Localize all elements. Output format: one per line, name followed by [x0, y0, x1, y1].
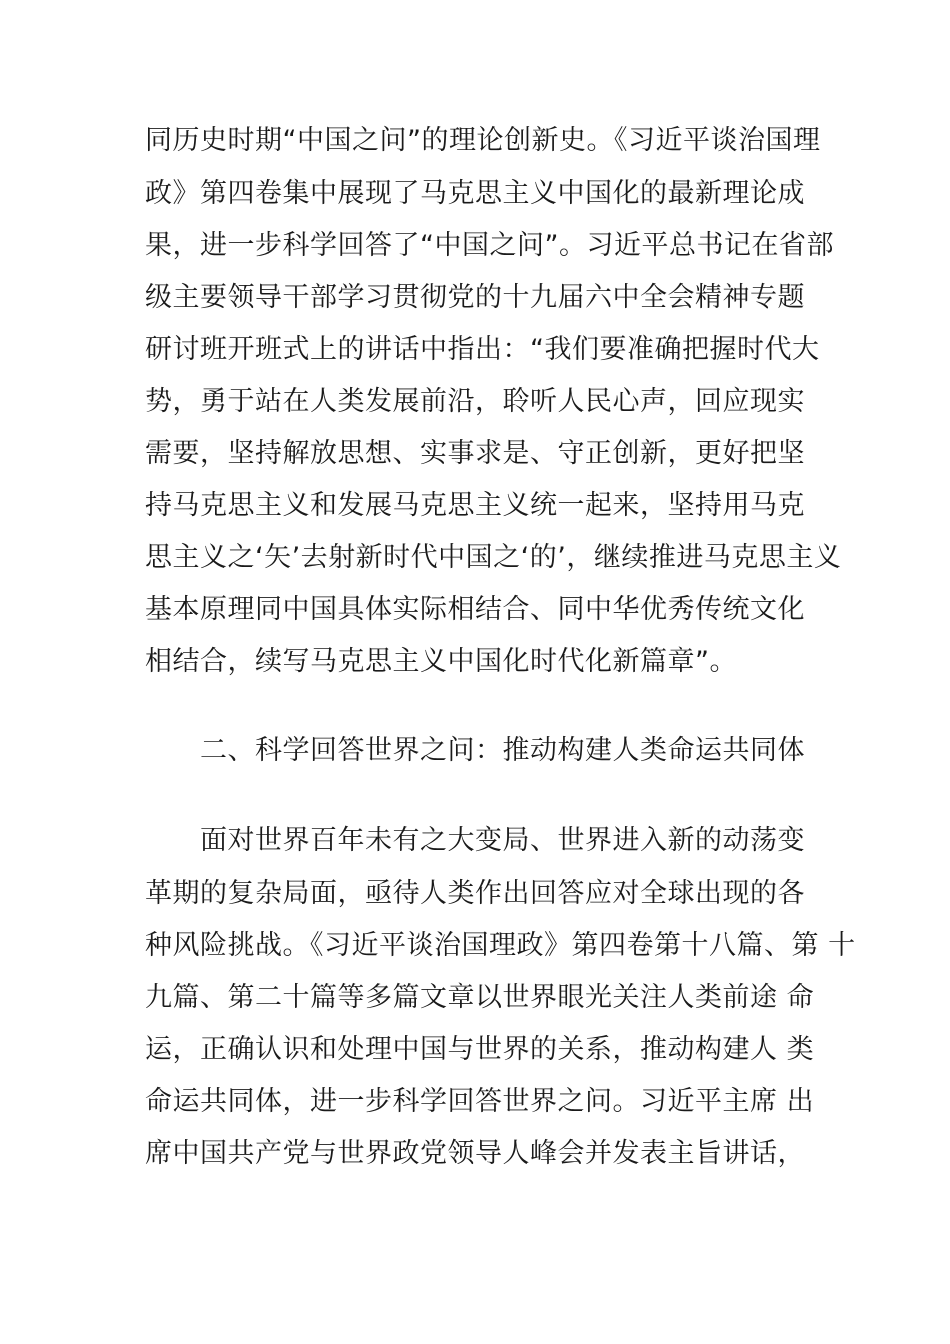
paragraph-1-line-8: 持马克思主义和发展马克思主义统一起来，坚持用马克	[145, 490, 805, 521]
paragraph-1-line-11: 相结合，续写马克思主义中国化时代化新篇章”。	[145, 646, 737, 677]
section-heading: 二、科学回答世界之问：推动构建人类命运共同体	[200, 735, 805, 766]
paragraph-1-line-2: 政》第四卷集中展现了马克思主义中国化的最新理论成	[145, 178, 805, 209]
paragraph-2-line-1: 面对世界百年未有之大变局、世界进入新的动荡变	[200, 825, 805, 856]
paragraph-1-line-4: 级主要领导干部学习贯彻党的十九届六中全会精神专题	[145, 282, 805, 313]
paragraph-2-line-5: 运，正确认识和处理中国与世界的关系，推动构建人 类	[145, 1034, 815, 1065]
paragraph-2-line-6: 命运共同体，进一步科学回答世界之问。习近平主席 出	[145, 1086, 815, 1117]
paragraph-1-line-6: 势，勇于站在人类发展前沿，聆听人民心声，回应现实	[145, 386, 805, 417]
paragraph-2-line-2: 革期的复杂局面，亟待人类作出回答应对全球出现的各	[145, 878, 805, 909]
paragraph-1-line-5: 研讨班开班式上的讲话中指出：“我们要准确把握时代大	[145, 334, 820, 365]
paragraph-2-line-7: 席中国共产党与世界政党领导人峰会并发表主旨讲话，	[145, 1138, 805, 1169]
paragraph-2-line-4: 九篇、第二十篇等多篇文章以世界眼光关注人类前途 命	[145, 982, 815, 1013]
paragraph-1-line-7: 需要，坚持解放思想、实事求是、守正创新，更好把坚	[145, 438, 805, 469]
paragraph-1-line-1: 同历史时期“中国之问”的理论创新史。《习近平谈治国理	[145, 125, 821, 156]
paragraph-1-line-10: 基本原理同中国具体实际相结合、同中华优秀传统文化	[145, 594, 805, 625]
paragraph-2-line-3: 种风险挑战。《习近平谈治国理政》第四卷第十八篇、第 十	[145, 930, 856, 961]
paragraph-1-line-9: 思主义之‘矢’去射新时代中国之‘的’，继续推进马克思主义	[145, 542, 842, 573]
paragraph-1-line-3: 果，进一步科学回答了“中国之问”。习近平总书记在省部	[145, 230, 834, 261]
